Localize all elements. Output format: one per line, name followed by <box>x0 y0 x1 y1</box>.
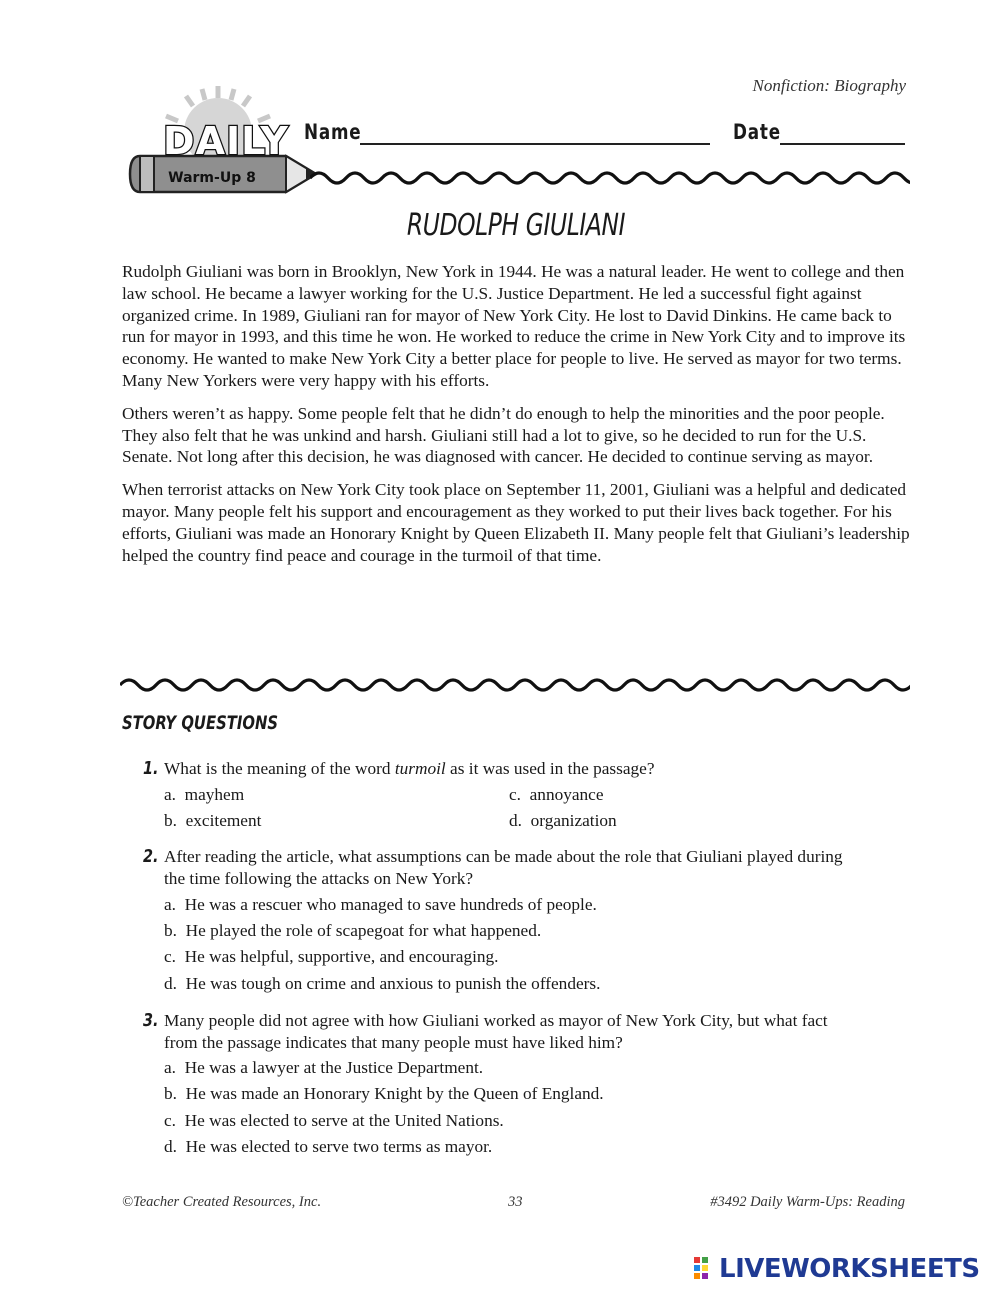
footer-copyright: ©Teacher Created Resources, Inc. <box>122 1194 322 1210</box>
answer-option[interactable]: b. He played the role of scapegoat for what happened. <box>164 921 542 940</box>
wavy-divider-middle <box>120 672 910 698</box>
footer-book-title: #3492 Daily Warm-Ups: Reading <box>710 1194 905 1210</box>
name-field[interactable] <box>360 143 710 145</box>
answer-option[interactable]: b. excitement <box>164 811 262 830</box>
name-label: Name <box>304 120 362 144</box>
answer-option[interactable]: c. annoyance <box>509 785 604 804</box>
question-text: What is the meaning of the word turmoil as it was used in the passage? <box>164 759 655 778</box>
question-number: 1. <box>143 758 159 779</box>
question-text: Many people did not agree with how Giuliani worked as mayor of New York City, but what fact from the passage indicates that many people must have liked him? <box>164 1011 828 1052</box>
answer-option[interactable]: d. He was tough on crime and anxious to punish the offenders. <box>164 974 601 993</box>
question-text: After reading the article, what assumptions can be made about the role that Giuliani played during the time following the attacks on New York? <box>164 847 843 888</box>
answer-option[interactable]: b. He was made an Honorary Knight by the Queen of England. <box>164 1084 604 1103</box>
genre-label: Nonfiction: Biography <box>752 76 906 95</box>
liveworksheets-logo-icon <box>694 1257 716 1281</box>
answer-option[interactable]: a. mayhem <box>164 785 245 804</box>
liveworksheets-text: LIVEWORKSHEETS <box>719 1254 980 1284</box>
passage-paragraph: Rudolph Giuliani was born in Brooklyn, New York in 1944. He was a natural leader. He went to college and then law school. He became a lawyer working for the U.S. Justice Department. He led a successful fight against organized crime. In 1989, Giuliani ran for mayor of New York City. He lost to David Dinkins. He came back to run for mayor in 1993, and this time he won. He worked to reduce the crime in New York City and to improve its economy. He wanted to make New York City a better place for people to live. He served as mayor for two terms. Many New Yorkers were very happy with his efforts. <box>122 262 906 390</box>
date-label: Date <box>733 120 781 144</box>
answer-option[interactable]: a. He was a rescuer who managed to save hundreds of people. <box>164 895 597 914</box>
answer-option[interactable]: d. He was elected to serve two terms as mayor. <box>164 1137 493 1156</box>
passage <box>122 261 912 577</box>
question-number: 2. <box>143 846 159 867</box>
daily-warmup-logo <box>126 84 326 199</box>
answer-option[interactable]: a. He was a lawyer at the Justice Department. <box>164 1058 484 1077</box>
answer-option[interactable]: c. He was elected to serve at the United Nations. <box>164 1111 504 1130</box>
answer-option[interactable]: c. He was helpful, supportive, and encouraging. <box>164 947 499 966</box>
answer-option[interactable]: d. organization <box>509 811 617 830</box>
date-field[interactable] <box>780 143 905 145</box>
passage-paragraph: When terrorist attacks on New York City took place on September 11, 2001, Giuliani was a helpful and dedicated mayor. Many people felt his support and encouragement as they worked to put their lives back together. For his efforts, Giuliani was made an Honorary Knight by Queen Elizabeth II. Many people felt that Giuliani’s leadership helped the country find peace and courage in the turmoil of that time. <box>122 480 910 565</box>
page-title: RUDOLPH GIULIANI <box>406 208 626 243</box>
story-questions-heading: STORY QUESTIONS <box>122 712 279 734</box>
question-number: 3. <box>143 1010 159 1031</box>
logo-subtitle: Warm-Up 8 <box>168 170 256 186</box>
passage-paragraph: Others weren’t as happy. Some people felt that he didn’t do enough to help the minorities and the poor people. They also felt that he was unkind and harsh. Giuliani still had a lot to give, so he decided to run for the U.S. Senate. Not long after this decision, he was diagnosed with cancer. He decided to continue serving as mayor. <box>122 403 885 467</box>
wavy-divider-top <box>310 165 910 191</box>
logo-word: DAILY <box>163 119 289 163</box>
liveworksheets-watermark <box>694 1254 980 1284</box>
footer-page-number: 33 <box>508 1194 523 1210</box>
